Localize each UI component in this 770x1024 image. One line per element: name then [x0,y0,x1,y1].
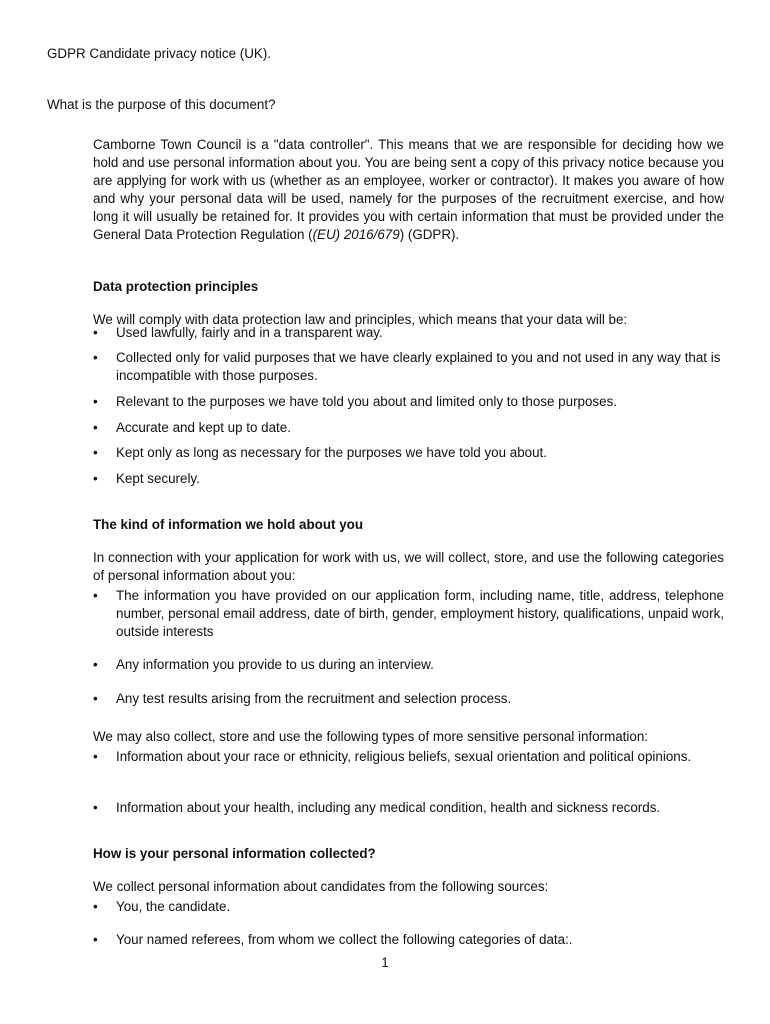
list-item [93,324,724,342]
document-title: GDPR Candidate privacy notice (UK). [47,46,272,61]
list-item [93,690,724,708]
list-item-text: Used lawfully, fairly and in a transparent way. [116,325,383,340]
list-item [93,587,724,641]
list-item-text: Relevant to the purposes we have told you about and limited only to those purposes. [116,394,617,409]
bullet-icon: • [93,588,98,603]
intro-text-regulation: (EU) 2016/679 [312,227,400,243]
bullet-icon: • [93,445,98,460]
list-item-text: The information you have provided on our application form, including name, title, address, telephone number, personal email address, date of birth, gender, employment history, qualifications, unpaid work, outside interests [116,588,724,639]
intro-paragraph [93,136,724,244]
list-item-text: Information about your race or ethnicity, religious beliefs, sexual orientation and political opinions. [116,749,692,764]
list-item-text: Your named referees, from whom we collect the following categories of data:. [116,932,573,947]
intro-text-part2: ) (GDPR). [399,227,460,243]
bullet-icon: • [93,691,98,706]
bullet-icon: • [93,325,98,340]
bullet-icon: • [93,471,98,486]
list-item-text: Collected only for valid purposes that we have clearly explained to you and not used in any way that is incompatible with those purposes. [116,350,721,383]
bullet-icon: • [93,749,98,764]
list-item-text: Any test results arising from the recruitment and selection process. [116,691,512,706]
list-item [93,419,724,437]
bullet-icon: • [93,657,98,672]
list-item-text: Information about your health, including any medical condition, health and sickness records. [116,800,661,815]
list-item [93,444,724,462]
list-item [93,799,724,817]
purpose-question: What is the purpose of this document? [47,97,276,112]
sensitive-lead: We may also collect, store and use the following types of more sensitive personal information: [93,729,648,745]
kind-lead: In connection with your application for work with us, we will collect, store, and use the following categories of personal information about you: [93,550,724,584]
bullet-icon: • [93,800,98,815]
list-item-text: Accurate and kept up to date. [116,420,291,435]
list-item [93,656,724,674]
list-item-text: Kept securely. [116,471,200,486]
list-item-text: Kept only as long as necessary for the purposes we have told you about. [116,445,547,460]
list-item [93,393,724,411]
list-item [93,470,724,488]
list-item [93,931,724,949]
list-item [93,898,724,916]
list-item [93,349,724,385]
principles-heading: Data protection principles [93,279,259,295]
bullet-icon: • [93,350,98,365]
bullet-icon: • [93,394,98,409]
list-item-text: You, the candidate. [116,899,231,914]
page-number: 1 [381,955,389,970]
bullet-icon: • [93,420,98,435]
intro-text-part1: Camborne Town Council is a "data controller". This means that we are responsible for deciding how we hold and use personal information about you. You are being sent a copy of this privacy notice because you are applying for work with us (whether as an employee, worker or contractor). It makes you aware of how and why your personal data will be used, namely for the purposes of the recruitment exercise, and how long it will usually be retained for. It provides you with certain information that must be provided under the General Data Protection Regulation ( [93,137,724,243]
bullet-icon: • [93,932,98,947]
bullet-icon: • [93,899,98,914]
collected-lead: We collect personal information about candidates from the following sources: [93,879,549,895]
collected-heading: How is your personal information collected? [93,846,376,862]
kind-heading: The kind of information we hold about you [93,517,364,533]
list-item-text: Any information you provide to us during an interview. [116,657,434,672]
list-item [93,748,724,766]
principles-lead: We will comply with data protection law and principles, which means that your data will be: [93,312,628,328]
